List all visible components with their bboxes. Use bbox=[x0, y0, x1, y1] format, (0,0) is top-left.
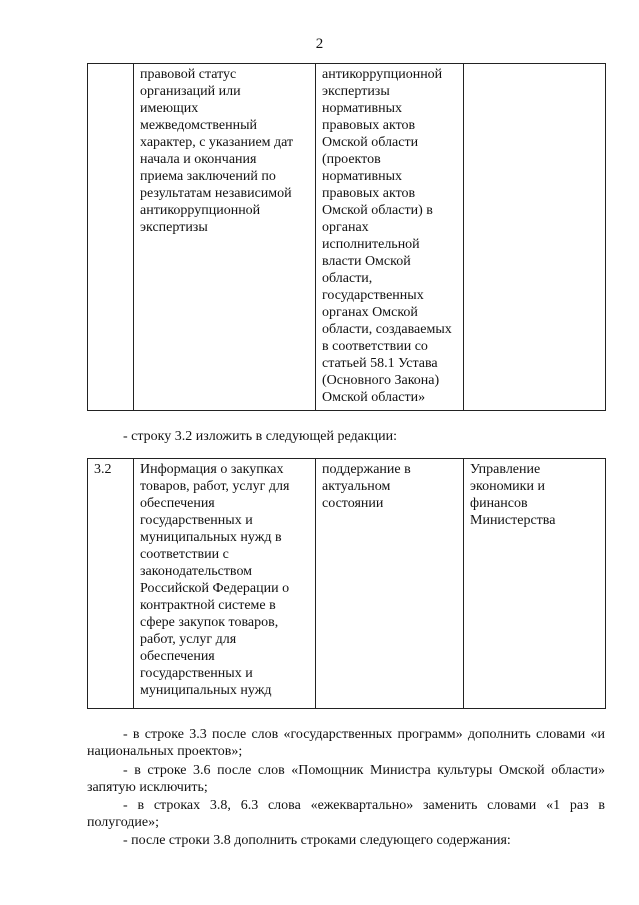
instruction-text: - строку 3.2 изложить в следующей редакции: bbox=[123, 429, 398, 444]
table-cell-responsible bbox=[464, 64, 606, 411]
amendment-paragraph: - в строке 3.6 после слов «Помощник Министра культуры Омской области» запятую исключить; bbox=[87, 763, 605, 795]
table-row bbox=[88, 64, 606, 411]
replacement-table bbox=[87, 458, 606, 709]
table-cell-number bbox=[88, 64, 134, 411]
table-cell-responsible: Управление экономики и финансов Министерства bbox=[464, 459, 606, 709]
table-cell-number: 3.2 bbox=[88, 459, 134, 709]
continued-table bbox=[87, 63, 606, 411]
amendment-paragraph: - после строки 3.8 дополнить строками следующего содержания: bbox=[123, 833, 511, 848]
table-cell-action: антикоррупционной экспертизы нормативных правовых актов Омской области (проектов нормативных правовых актов Омской области) в органах исполнительной власти Омской области, государственных органах Омской области, создаваемых в соответствии со статьей 58.1 Устава (Основного Закона) Омской области» bbox=[316, 64, 464, 411]
table-cell-action: поддержание в актуальном состоянии bbox=[316, 459, 464, 709]
table-cell-description: правовой статус организаций или имеющих межведомственный характер, с указанием дат начала и окончания приема заключений по результатам независимой антикоррупционной экспертизы bbox=[134, 64, 316, 411]
table-cell-description: Информация о закупках товаров, работ, услуг для обеспечения государственных и муниципальных нужд в соответствии с законодательством Российской Федерации о контрактной системе в сфере закупок товаров, работ, услуг для обеспечения государственных и муниципальных нужд bbox=[134, 459, 316, 709]
table-row bbox=[88, 459, 606, 709]
amendment-paragraph: - в строках 3.8, 6.3 слова «ежеквартально» заменить словами «1 раз в полугодие»; bbox=[87, 798, 605, 830]
page-number: 2 bbox=[315, 36, 324, 52]
amendment-paragraph: - в строке 3.3 после слов «государственных программ» дополнить словами «и национальных проектов»; bbox=[87, 727, 605, 759]
